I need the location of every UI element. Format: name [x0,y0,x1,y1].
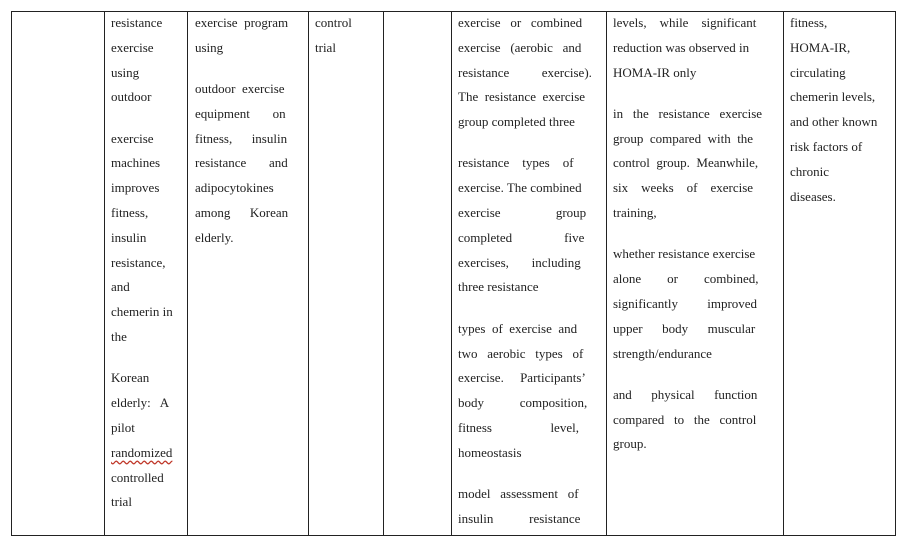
text-line: group. [613,436,647,452]
text-line: exercise [111,39,154,55]
text-line: the [111,329,127,345]
text-line: Korean [111,370,150,386]
text-line: control [315,15,352,30]
text-line: homeostasis [458,444,522,460]
cell-empty [384,12,450,535]
study-table [11,11,896,536]
text-line: and [111,279,130,295]
results-block-c [613,242,778,366]
text-line: alone or combined, [613,271,759,287]
text-line: chemerin levels, [790,89,876,105]
cell-methods [458,11,601,535]
text-line: trial [315,39,336,55]
text-line: resistance, [111,254,166,270]
text-line: controlled [111,469,164,485]
text-line: exercise group [458,205,587,221]
text-line: pilot [111,419,135,435]
intervention-block-b [195,77,303,251]
text-line: The resistance exercise [458,89,586,105]
results-block-d [613,383,778,457]
text-line: types of exercise and [458,320,578,336]
text-line: significantly improved [613,295,758,311]
text-line: fitness, insulin [195,130,288,146]
text-line: adipocytokines [195,180,274,196]
text-line: machines [111,155,161,171]
spellcheck-word: randomized [111,444,173,460]
text-line: outdoor [111,89,152,105]
text-line: circulating [790,64,846,80]
title-block-a [111,11,183,110]
text-line: resistance types of [458,155,574,171]
text-line: body composition, [458,395,588,411]
column-divider [104,12,105,535]
text-line: whether resistance exercise [613,246,756,262]
text-line: two aerobic types of [458,345,584,361]
conclusion-block [790,11,894,209]
text-line: completed five [458,229,585,245]
cell-empty-first [12,12,104,535]
text-line: compared to the control [613,411,757,427]
text-line: upper body muscular [613,320,756,336]
text-line: among Korean [195,205,289,221]
title-block-c [111,366,183,515]
text-line: exercise program [195,15,289,30]
text-line: exercise [111,130,154,146]
text-line: using [195,39,224,55]
text-line: risk factors of [790,138,863,154]
results-block-a [613,11,778,85]
title-block-b [111,127,183,350]
column-divider [783,12,784,535]
methods-block-d [458,482,601,532]
methods-block-a [458,11,601,135]
text-line: trial [111,494,132,510]
text-line: levels, while significant [613,15,757,30]
text-line: insulin [111,229,147,245]
text-line: exercise. The combined [458,180,582,196]
text-line: training, [613,205,657,221]
text-line: improves [111,180,160,196]
text-line: three resistance [458,279,539,295]
text-line: control group. Meanwhile, [613,155,759,171]
design-block [315,11,381,61]
text-line: and other known [790,114,878,130]
text-line: insulin resistance [458,510,581,526]
text-line: reduction was observed in [613,39,750,55]
text-line: exercise or combined [458,15,583,30]
cell-conclusion [790,11,894,535]
cell-intervention [195,11,303,535]
cell-study-title [111,11,183,535]
cell-results [613,11,778,535]
text-line: outdoor exercise [195,81,285,97]
text-line: HOMA-IR only [613,64,697,80]
methods-block-c [458,317,601,466]
text-line: diseases. [790,188,836,204]
text-line: HOMA-IR, [790,39,851,55]
text-line: strength/endurance [613,345,712,361]
column-divider [308,12,309,535]
methods-block-b [458,151,601,300]
text-line: group completed three [458,114,575,130]
text-line: model assessment of [458,486,579,502]
text-line: elderly: A [111,395,170,411]
text-line: resistance exercise). [458,64,592,80]
text-line: six weeks of exercise [613,180,754,196]
text-line: resistance and [195,155,288,171]
column-divider [606,12,607,535]
results-block-b [613,102,778,226]
text-line: in the resistance exercise [613,105,763,121]
text-line: exercises, including [458,254,581,270]
column-divider [451,12,452,535]
text-line: exercise. Participants’ [458,370,586,386]
text-line: resistance [111,15,163,30]
text-line: equipment on [195,105,286,121]
text-line: fitness, [111,205,149,221]
text-line: using [111,64,140,80]
text-line: exercise (aerobic and [458,39,582,55]
text-line: and physical function [613,386,758,402]
cell-design [315,11,381,535]
text-line: fitness level, [458,419,579,435]
text-line: group compared with the [613,130,754,146]
intervention-block-a [195,11,303,61]
text-line: chemerin in [111,304,173,320]
column-divider [187,12,188,535]
text-line: elderly. [195,229,234,245]
text-line: chronic [790,163,829,179]
text-line: fitness, [790,15,828,30]
